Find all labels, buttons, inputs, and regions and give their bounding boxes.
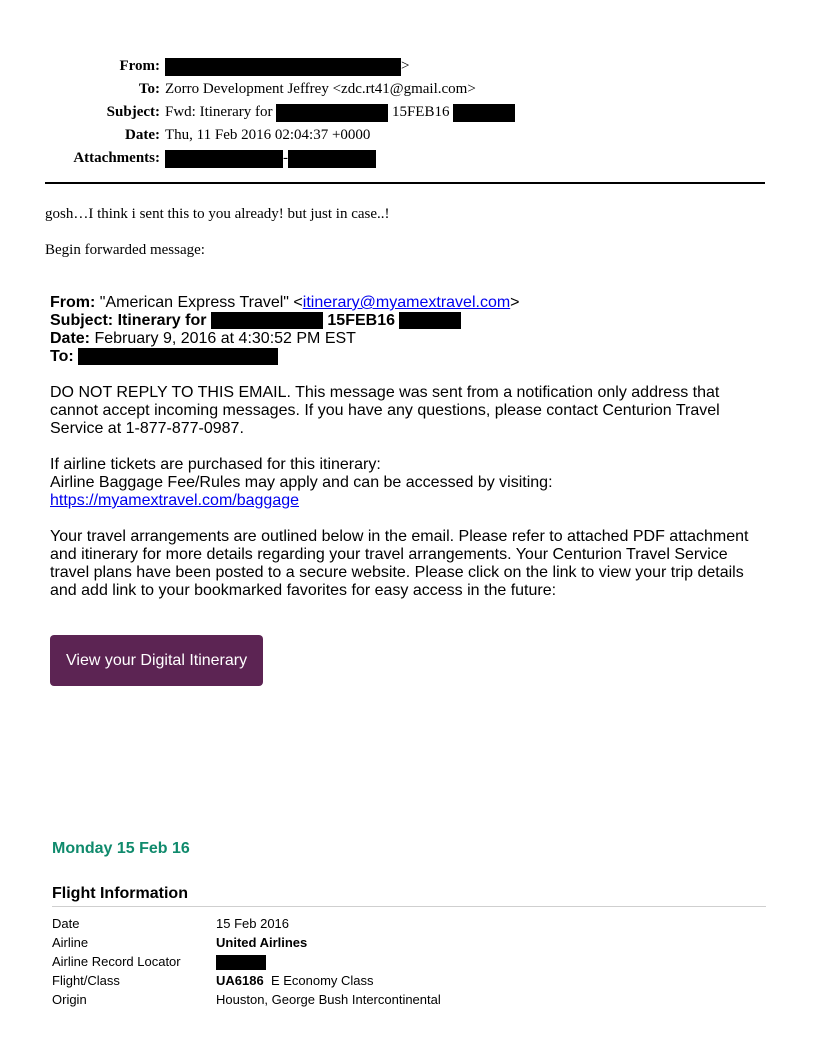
redaction-block <box>165 150 283 168</box>
header-attachments-label: Attachments: <box>73 150 160 166</box>
redaction-block <box>276 104 388 122</box>
baggage-paragraph: If airline tickets are purchased for this itinerary: Airline Baggage Fee/Rules may apply and can be accessed by visiting: https://myamextravel.com/baggage <box>50 456 553 509</box>
redaction-block <box>211 312 323 329</box>
header-date-row <box>0 124 816 147</box>
baggage-link[interactable]: https://myamextravel.com/baggage <box>50 492 300 509</box>
redaction-block <box>399 312 461 329</box>
header-date-value: Thu, 11 Feb 2016 02:04:37 +0000 <box>165 127 371 143</box>
email-header <box>0 55 816 170</box>
header-date-label: Date: <box>125 127 160 143</box>
attachments-list[interactable]: - <box>165 147 376 170</box>
header-from-row: From: > <box>0 55 816 78</box>
header-to-value: Zorro Development Jeffrey <zdc.rt41@gmail.com> <box>165 81 476 97</box>
begin-forwarded-label: Begin forwarded message: <box>45 242 205 258</box>
travel-arrangements-paragraph: Your travel arrangements are outlined below in the email. Please refer to attached PDF attachment and itinerary for more details regarding your travel arrangements. Your Centurion Travel Service travel plans have been posted to a secure website. Please click on the link to view your trip details and add link to your bookmarked favorites for easy access in the future: <box>50 528 749 599</box>
header-attachments-row <box>0 147 816 170</box>
forwarded-from-email-link[interactable]: itinerary@myamextravel.com <box>302 294 511 311</box>
header-subject-label: Subject: <box>106 104 160 120</box>
header-subject-code: 15FEB16 <box>391 104 450 120</box>
redaction-block <box>165 58 401 76</box>
forwarded-to-row: To: <box>50 348 520 366</box>
view-digital-itinerary-button[interactable]: View your Digital Itinerary <box>50 635 263 686</box>
header-to-row <box>0 78 816 101</box>
forwarded-date-row: Date: February 9, 2016 at 4:30:52 PM EST <box>50 330 356 347</box>
header-subject-prefix: Fwd: Itinerary for <box>165 104 273 120</box>
header-divider <box>45 182 765 184</box>
header-from-label: From: <box>119 58 160 74</box>
header-subject-row <box>0 101 816 124</box>
forwarded-subject-row: Subject: Itinerary for 15FEB16 <box>50 312 520 330</box>
do-not-reply-paragraph: DO NOT REPLY TO THIS EMAIL. This message was sent from a notification only address that cannot accept incoming messages. If you have any questions, please contact Centurion Travel Service at 1-877-877-0987. <box>50 384 720 437</box>
forwarded-from-row: From: "American Express Travel" <itinerary@myamextravel.com> <box>50 294 520 311</box>
day-heading: Monday 15 Feb 16 <box>52 840 190 857</box>
flight-info-title: Flight Information <box>52 885 188 902</box>
personal-note: gosh…I think i sent this to you already! but just in case..! <box>45 206 390 222</box>
forwarded-header <box>50 294 520 366</box>
redaction-block <box>453 104 515 122</box>
redaction-block <box>216 955 266 970</box>
redaction-block <box>78 348 278 365</box>
flight-info-divider <box>52 906 766 907</box>
header-to-label: To: <box>138 81 160 97</box>
redaction-block <box>288 150 376 168</box>
